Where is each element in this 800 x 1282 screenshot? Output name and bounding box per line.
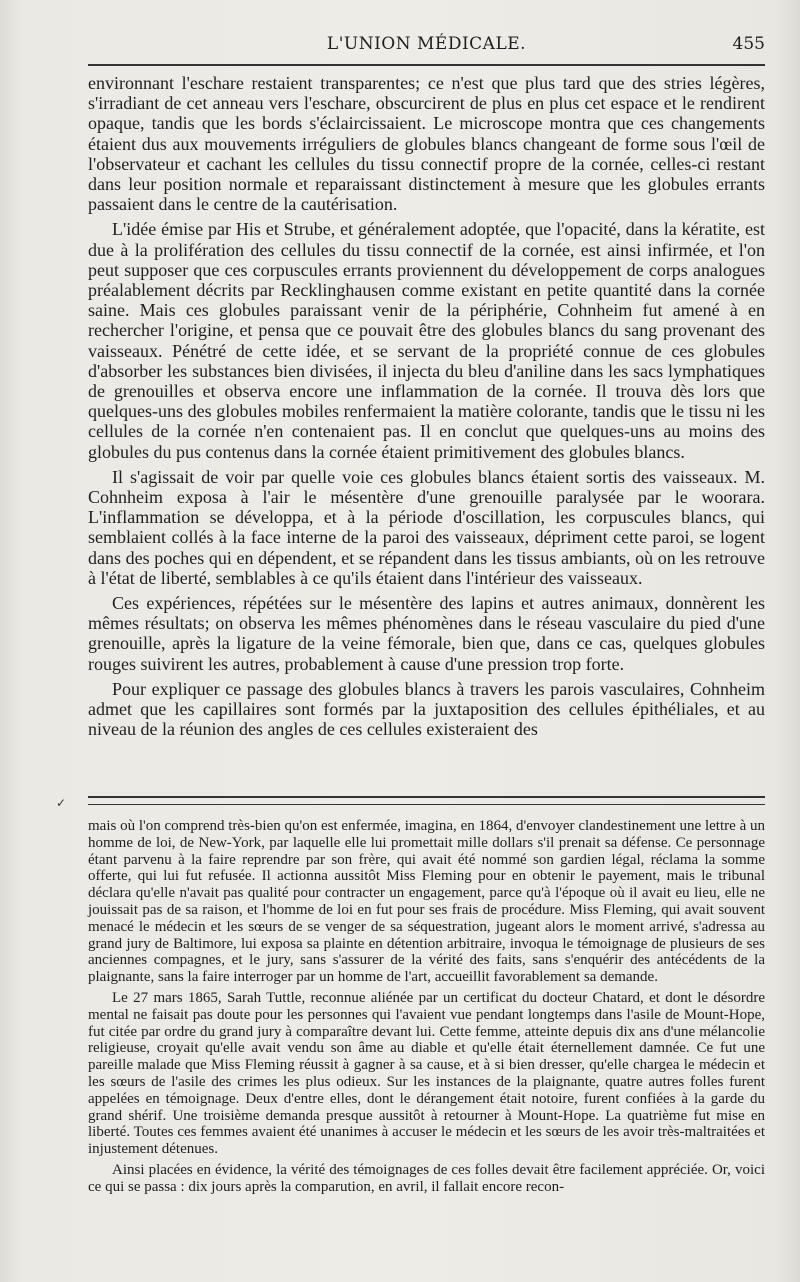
footnote-text [88, 818, 765, 1196]
journal-title: L'UNION MÉDICALE. [326, 34, 527, 54]
main-text [88, 73, 765, 740]
paragraph: L'idée émise par His et Strube, et généralement adoptée, que l'opacité, dans la kératite, est due à la prolifération des cellules du tissu connectif de la cornée, est ainsi infirmée, et l'on peut supposer que ces corpuscules errants proviennent du développement de corps analogues préalablement décrits par Recklinghausen comme existant en petite quantité dans la cornée saine. Mais ces globules paraissant venir de la périphérie, Cohnheim fut amené à en rechercher l'origine, et pensa que ce pouvait être des globules blancs du sang provenant des vaisseaux. Pénétré de cette idée, et se servant de la propriété connue de ces globules d'absorber les substances bien divisées, il injecta du bleu d'aniline dans les sacs lymphatiques de grenouilles et observa encore une inflammation de la cornée. Il trouva dès lors que quelques-uns des globules mobiles renfermaient la matière colorante, tandis que le tissu ni les cellules de la cornée n'en contenaient pas. Il en conclut que quelques-uns au moins des globules du pus contenus dans la cornée étaient primitivement des globules blancs. [88, 219, 765, 462]
footnote-paragraph: Le 27 mars 1865, Sarah Tuttle, reconnue aliénée par un certificat du docteur Chatard, et dont le désordre mental ne faisait pas doute pour les personnes qui l'avaient vue pendant longtemps dans l'asile de Mount-Hope, fut citée par ordre du grand jury à comparaître devant lui. Cette femme, atteinte depuis dix ans d'une mélancolie religieuse, croyait qu'elle avait vendu son âme au diable et qu'elle était éternellement damnée. Ce fut une pareille malade que Miss Fleming réussit à gagner à sa cause, et à si bien dresser, qu'elle chargea le médecin et les sœurs de l'asile des crimes les plus odieux. Sur les instances de la plaignante, quatre autres folles furent appelées en témoignage. Deux d'entre elles, dont le dérangement était notoire, furent confiées à la garde du grand shérif. Une troisième demanda presque aussitôt à retourner à Mount-Hope. La quatrième fut mise en liberté. Toutes ces femmes avaient été unanimes à accuser le médecin et les sœurs de les avoir très-maltraitées et injustement détenues. [88, 989, 765, 1158]
footnote-separator [88, 796, 765, 805]
header-rule [88, 64, 765, 66]
footnote-paragraph: mais où l'on comprend très-bien qu'on est enfermée, imagina, en 1864, d'envoyer clandestinement une lettre à un homme de loi, de New-York, par laquelle elle lui promettait mille dollars s'il prenait sa défense. Ce personnage étant parvenu à la faire reprendre par son frère, qui avait été nommé son gardien légal, réclama la somme offerte, qui lui fut refusée. Il actionna aussitôt Miss Fleming pour en obtenir le payement, mais le tribunal déclara qu'elle n'avait pas qualité pour contracter un engagement, parce qu'à l'époque où il avait eu lieu, elle ne jouissait pas de sa raison, et l'homme de loi en fut pour ses frais de procédure. Miss Fleming, qui avait souvent menacé le médecin et les sœurs de se venger de sa séquestration, jugeant alors le moment arrivé, s'adressa au grand jury de Baltimore, lui exposa sa plainte en détention arbitraire, invoqua le témoignage de plusieurs de ses anciennes compagnes, et le jury, sans s'assurer de la vérité des faits, sans s'enquérir des antécédents de la plaignante, sans la faire interroger par un homme de l'art, accueillit favorablement sa demande. [88, 818, 765, 986]
paragraph: environnant l'eschare restaient transparentes; ce n'est que plus tard que des stries légères, s'irradiant de cet anneau vers l'eschare, obscurcirent de plus en plus cet espace et le rendirent opaque, tandis que les bords s'éclaircissaient. Le microscope montra que ces changements étaient dus aux mouvements irréguliers de globules blancs changeant de forme sous l'œil de l'observateur et cachant les cellules du tissu connectif propre de la cornée, celles-ci restant dans leur position normale et reparaissant distinctement à mesure que les globules errants passaient dans le centre de la cautérisation. [88, 73, 765, 215]
running-header [88, 30, 765, 60]
paragraph: Il s'agissait de voir par quelle voie ces globules blancs étaient sortis des vaisseaux. M. Cohnheim exposa à l'air le mésentère d'une grenouille paralysée par le woorara. L'inflammation se développa, et à la période d'oscillation, les corpuscules blancs, qui semblaient collés à la face interne de la paroi des vaisseaux, dépriment cette paroi, se logent dans des poches qui en dépendent, et se répandent dans les tissus ambiants, où on les retrouve à l'état de liberté, semblables à ce qu'ils étaient dans l'intérieur des vaisseaux. [88, 466, 765, 588]
paragraph: Pour expliquer ce passage des globules blancs à travers les parois vasculaires, Cohnheim admet que les capillaires sont formés par la juxtaposition des cellules épithéliales, et au niveau de la réunion des angles de ces cellules existeraient des [88, 678, 765, 740]
page-number: 455 [732, 34, 765, 54]
margin-mark-icon: ✓ [56, 796, 67, 810]
paragraph: Ces expériences, répétées sur le mésentère des lapins et autres animaux, donnèrent les mêmes résultats; on observa les mêmes phénomènes dans le réseau vasculaire du pied d'une grenouille, après la ligature de la veine fémorale, bien que, dans ce cas, quelques globules rouges suivirent les autres, probablement à cause d'une pression trop forte. [88, 593, 765, 674]
footnote-paragraph: Ainsi placées en évidence, la vérité des témoignages de ces folles devait être facilement appréciée. Or, voici ce qui se passa : dix jours après la comparution, en avril, il fallait encore recon- [88, 1161, 765, 1195]
